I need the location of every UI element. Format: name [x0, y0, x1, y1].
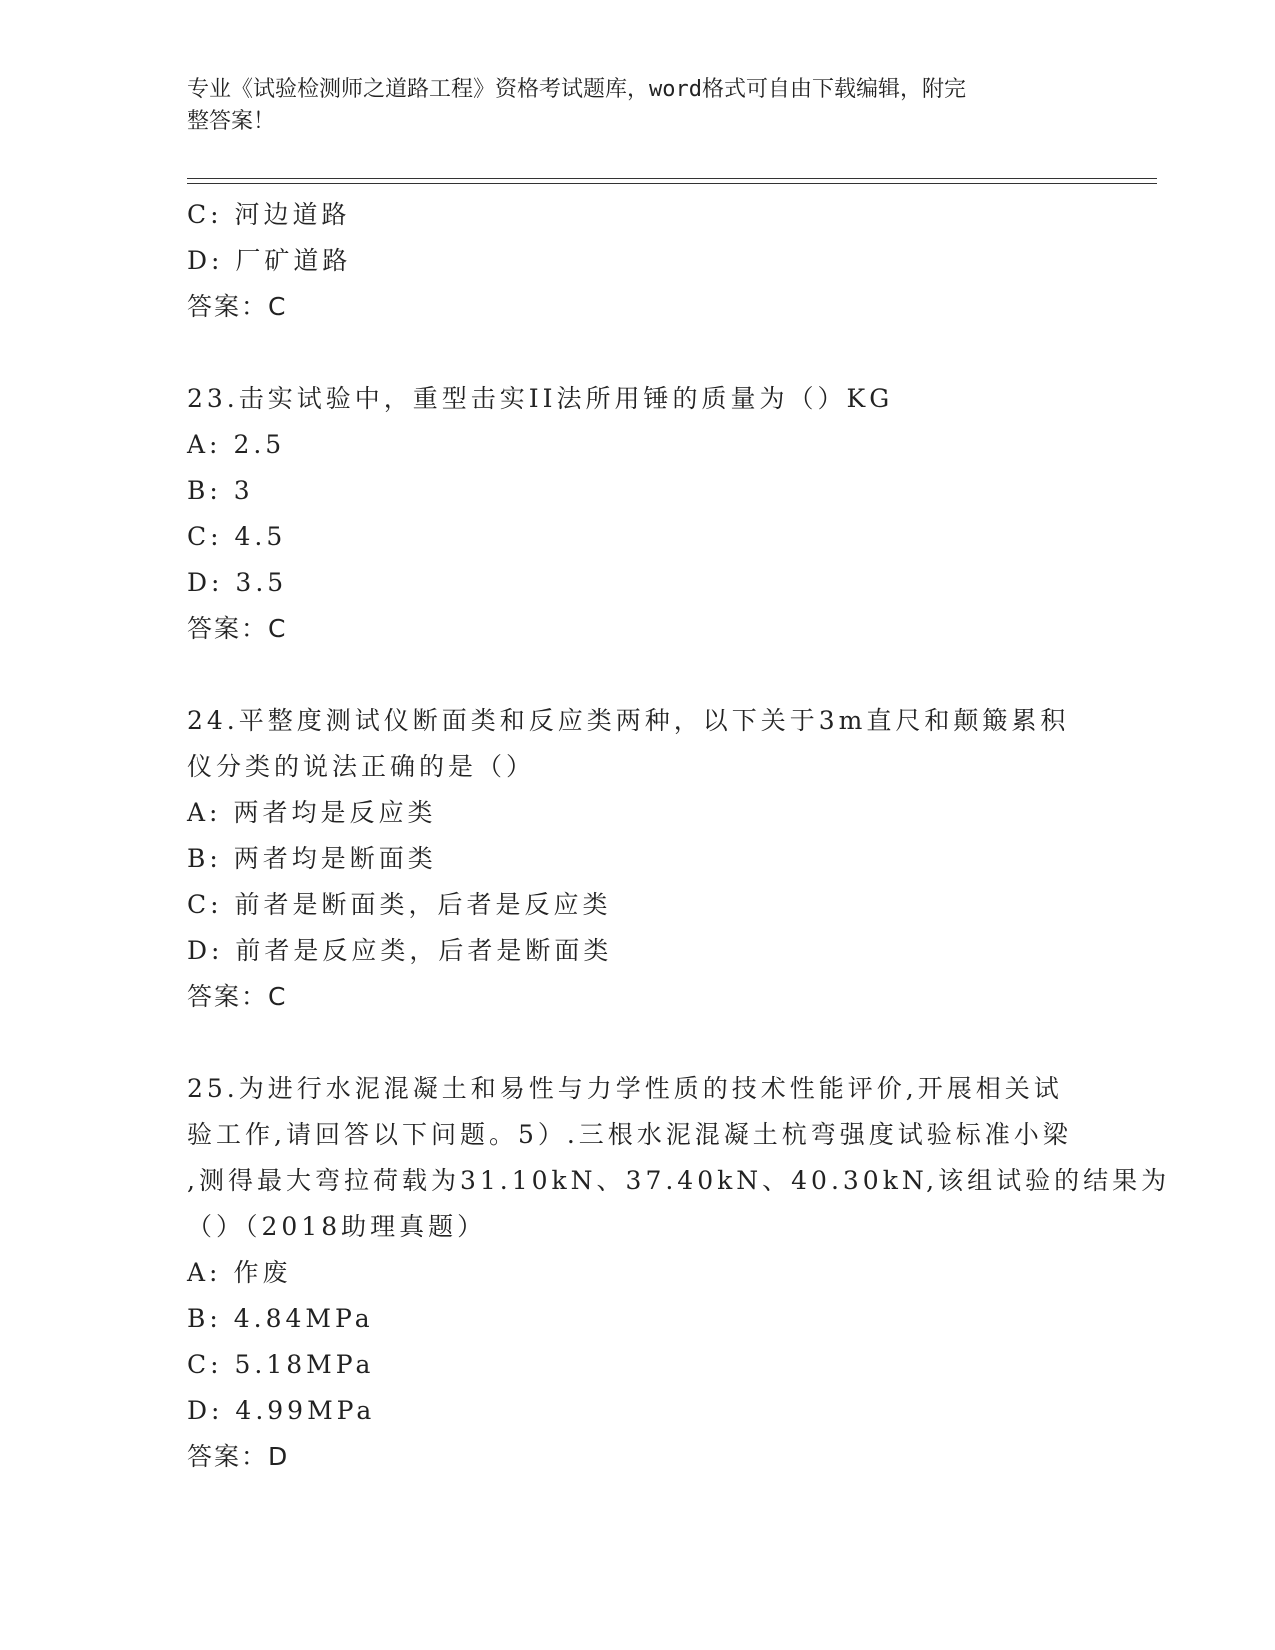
header-divider-bottom	[187, 183, 1157, 184]
option-d: D: 3.5	[187, 568, 288, 597]
question-25-text-cont: 验工作,请回答以下问题。5）.三根水泥混凝土杭弯强度试验标准小梁	[187, 1120, 1072, 1149]
option-d: D: 前者是反应类，后者是断面类	[187, 936, 613, 965]
question-25-text: 25.为进行水泥混凝土和易性与力学性质的技术性能评价,开展相关试	[187, 1074, 1063, 1103]
option-c: C: 前者是断面类，后者是反应类	[187, 890, 612, 919]
answer: 答案：C	[187, 982, 288, 1011]
question-23-text: 23.击实试验中，重型击实II法所用锤的质量为（）KG	[187, 384, 894, 413]
header-line-1: 专业《试验检测师之道路工程》资格考试题库，word格式可自由下载编辑，附完	[187, 77, 966, 102]
question-24-text-cont: 仪分类的说法正确的是（）	[187, 752, 536, 781]
option-c: C: 4.5	[187, 522, 287, 551]
question-list	[187, 192, 1171, 1480]
option-a: A: 2.5	[187, 430, 286, 459]
option-b: B: 4.84MPa	[187, 1304, 374, 1333]
option-b: B: 两者均是断面类	[187, 844, 437, 873]
question-24-text: 24.平整度测试仪断面类和反应类两种，以下关于3m直尺和颠簸累积	[187, 706, 1070, 735]
answer: 答案：C	[187, 292, 288, 321]
question-25-text-cont: （）（2018助理真题）	[187, 1212, 487, 1241]
header-divider-top	[187, 178, 1157, 179]
question-25-text-cont: ,测得最大弯拉荷载为31.10kN、37.40kN、40.30kN,该组试验的结果为	[187, 1166, 1171, 1195]
option-a: A: 作废	[187, 1258, 292, 1287]
option-c: C: 5.18MPa	[187, 1350, 375, 1379]
answer: 答案：C	[187, 614, 288, 643]
option-a: A: 两者均是反应类	[187, 798, 437, 827]
answer: 答案：D	[187, 1442, 290, 1471]
option-d: D: 厂矿道路	[187, 246, 352, 275]
document-header	[187, 74, 1067, 138]
option-b: B: 3	[187, 476, 254, 505]
header-line-2: 整答案！	[187, 109, 276, 134]
option-d: D: 4.99MPa	[187, 1396, 376, 1425]
option-c: C: 河边道路	[187, 200, 351, 229]
